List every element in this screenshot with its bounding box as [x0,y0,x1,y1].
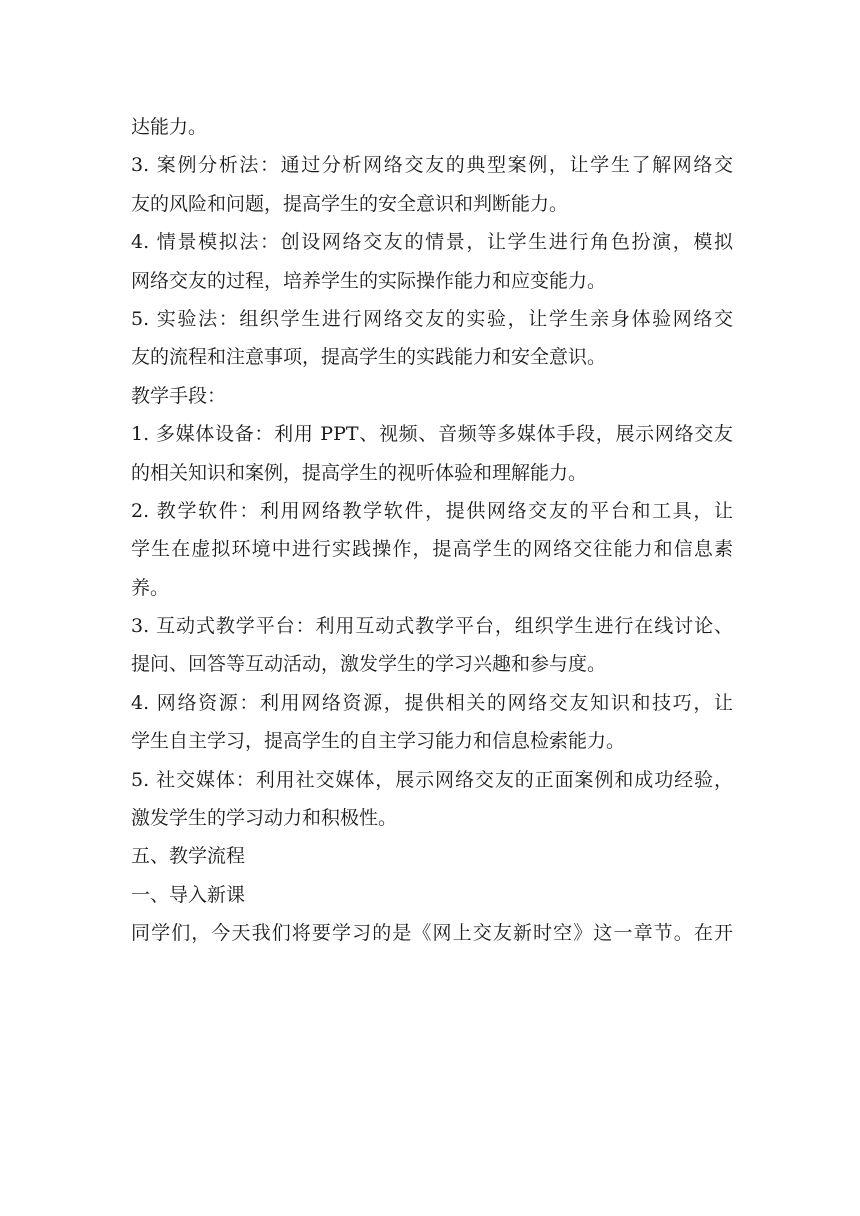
text-line: 5. 社交媒体：利用社交媒体，展示网络交友的正面案例和成功经验， [131,768,733,791]
text-line: 的相关知识和案例，提高学生的视听体验和理解能力。 [131,461,588,484]
text-line: 达能力。 [131,116,208,138]
text-line: 学生在虚拟环境中进行实践操作，提高学生的网络交往能力和信息素 [131,538,733,561]
text-line: 养。 [131,576,170,599]
text-line: 学生自主学习，提高学生的自主学习能力和信息检索能力。 [131,730,626,753]
text-line: 网络交友的过程，培养学生的实际操作能力和应变能力。 [131,269,607,292]
text-line: 4. 网络资源：利用网络资源，提供相关的网络交友知识和技巧，让 [131,691,733,714]
text-line: 同学们，今天我们将要学习的是《网上交友新时空》这一章节。在开 [131,922,733,945]
section-heading: 教学手段： [131,384,227,407]
text-line: 4. 情景模拟法：创设网络交友的情景，让学生进行角色扮演，模拟 [131,231,733,254]
section-heading: 一、导入新课 [131,883,246,906]
text-line: 5. 实验法：组织学生进行网络交友的实验，让学生亲身体验网络交 [131,307,733,330]
text-line: 友的流程和注意事项，提高学生的实践能力和安全意识。 [131,346,607,369]
document-body [131,108,733,953]
text-line: 提问、回答等互动活动，激发学生的学习兴趣和参与度。 [131,653,607,676]
text-line: 激发学生的学习动力和积极性。 [131,807,398,830]
text-line: 3. 案例分析法：通过分析网络交友的典型案例，让学生了解网络交 [131,154,733,177]
text-line: 友的风险和问题，提高学生的安全意识和判断能力。 [131,192,569,215]
text-line: 1. 多媒体设备：利用 PPT、视频、音频等多媒体手段，展示网络交友 [131,423,733,446]
text-line: 3. 互动式教学平台：利用互动式教学平台，组织学生进行在线讨论、 [131,615,733,638]
section-heading: 五、教学流程 [131,845,246,868]
text-line: 2. 教学软件：利用网络教学软件，提供网络交友的平台和工具，让 [131,499,733,522]
